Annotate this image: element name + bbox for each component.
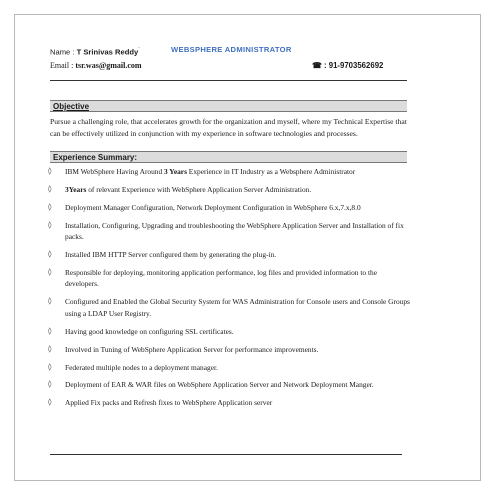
name-value: T Srinivas Reddy [76,47,139,57]
diamond-bullet-icon: ◊ [48,344,52,353]
experience-item [50,379,412,391]
job-title: WEBSPHERE ADMINISTRATOR [171,45,292,54]
experience-item-text: Responsible for deploying, monitoring application performance, log files and provided information to the developers. [65,267,377,289]
diamond-bullet-icon: ◊ [48,362,52,371]
experience-item [50,362,412,374]
diamond-bullet-icon: ◊ [48,297,52,306]
phone-icon: ☎ [312,61,322,70]
diamond-bullet-icon: ◊ [48,167,52,175]
experience-item-text: Deployment Manager Configuration, Network Deployment Configuration in WebSphere 6.x,7.x,8.0 [65,202,361,212]
name-mark: ¨ [138,47,140,53]
diamond-bullet-icon: ◊ [48,220,52,229]
diamond-bullet-icon: ◊ [48,380,52,389]
experience-list [50,166,412,409]
experience-item [50,249,412,261]
header-divider [50,80,407,81]
experience-item-text: Involved in Tuning of WebSphere Application Server for performance improvements. [65,344,319,354]
experience-item-text: Having good knowledge on configuring SSL certificates. [65,326,234,336]
objective-text: Pursue a challenging role, that accelerates growth for the organization and myself, where my Technical Expertise that can be effectively utilized in conjunction with my experience in software technologies and processes. [50,117,407,138]
experience-item-bold: 3Years [65,184,87,194]
experience-item [50,296,412,319]
experience-item [50,202,412,214]
experience-item [50,166,412,178]
name-label: Name : [50,47,77,57]
footer-divider [50,454,402,455]
email-line [50,60,412,72]
diamond-bullet-icon: ◊ [48,202,52,211]
experience-heading: Experience Summary: [50,151,407,163]
experience-item [50,344,412,356]
email-label: Email : [50,61,76,70]
experience-item-text: Deployment of EAR & WAR files on WebSphere Application Server and Network Deployment Manger. [65,380,374,390]
phone [312,60,383,72]
experience-item-text: Configured and Enabled the Global Security System for WAS Administration for Console users and Console Groups using a LDAP User Registry. [65,297,410,318]
experience-item-text: Federated multiple nodes to a deployment manager. [65,362,218,372]
experience-item-bold: 3 Years [164,167,187,176]
experience-item [50,397,412,409]
experience-item [50,326,412,338]
diamond-bullet-icon: ◊ [48,326,52,335]
experience-item [50,184,412,196]
diamond-bullet-icon: ◊ [48,250,52,259]
experience-item-text: Installation, Configuring, Upgrading and troubleshooting the WebSphere Application Server and Installation of fix packs. [65,220,404,242]
experience-item-text: of relevant Experience with WebSphere Application Server Administration. [86,184,312,194]
resume-sheet [50,44,412,415]
experience-item [50,267,412,290]
objective-heading: Objective [50,100,407,112]
diamond-bullet-icon: ◊ [48,398,52,407]
experience-item-text: Experience in IT Industry as a Websphere Administrator [186,167,356,176]
name-line [50,44,412,56]
experience-item-text: Applied Fix packs and Refresh fixes to WebSphere Application server [65,398,273,408]
diamond-bullet-icon: ◊ [48,267,52,276]
diamond-bullet-icon: ◊ [48,184,52,193]
experience-item [50,220,412,243]
phone-value: : 91-9703562692 [323,61,384,70]
experience-item-text: Installed IBM HTTP Server configured them by generating the plug-in. [65,250,277,260]
experience-item-text: IBM WebSphere Having Around [65,167,165,176]
email-value: tsr.was@gmail.com [75,61,142,70]
